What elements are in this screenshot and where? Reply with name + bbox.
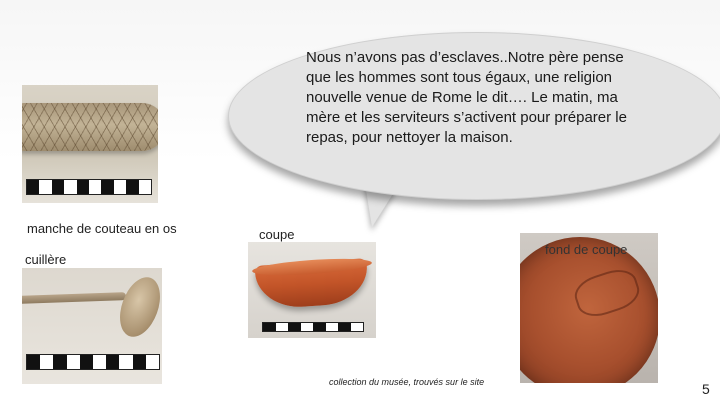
caption-spoon: cuillère: [25, 252, 67, 267]
caption-cup: coupe: [259, 227, 295, 242]
knife-handle-photo: [22, 85, 158, 203]
speech-bubble-text: Nous n’avons pas d’esclaves..Notre père pense que les hommes sont tous égaux, une religion nouvelle venue de Rome le dit…. Le matin, ma mère et les serviteurs s’activent pour préparer le repas, pour nettoyer la maison.: [306, 49, 627, 146]
page-number: 5: [702, 381, 710, 397]
museum-credit: collection du musée, trouvés sur le site: [329, 377, 485, 387]
scale-bar: [26, 179, 152, 195]
spoon-photo: [22, 268, 162, 384]
scale-bar: [26, 354, 160, 370]
speech-bubble: [228, 32, 720, 200]
cup-photo: [248, 242, 376, 338]
caption-knife-handle: manche de couteau en os: [27, 221, 177, 236]
caption-cup-base: fond de coupe: [545, 242, 628, 257]
scale-bar: [262, 322, 364, 332]
